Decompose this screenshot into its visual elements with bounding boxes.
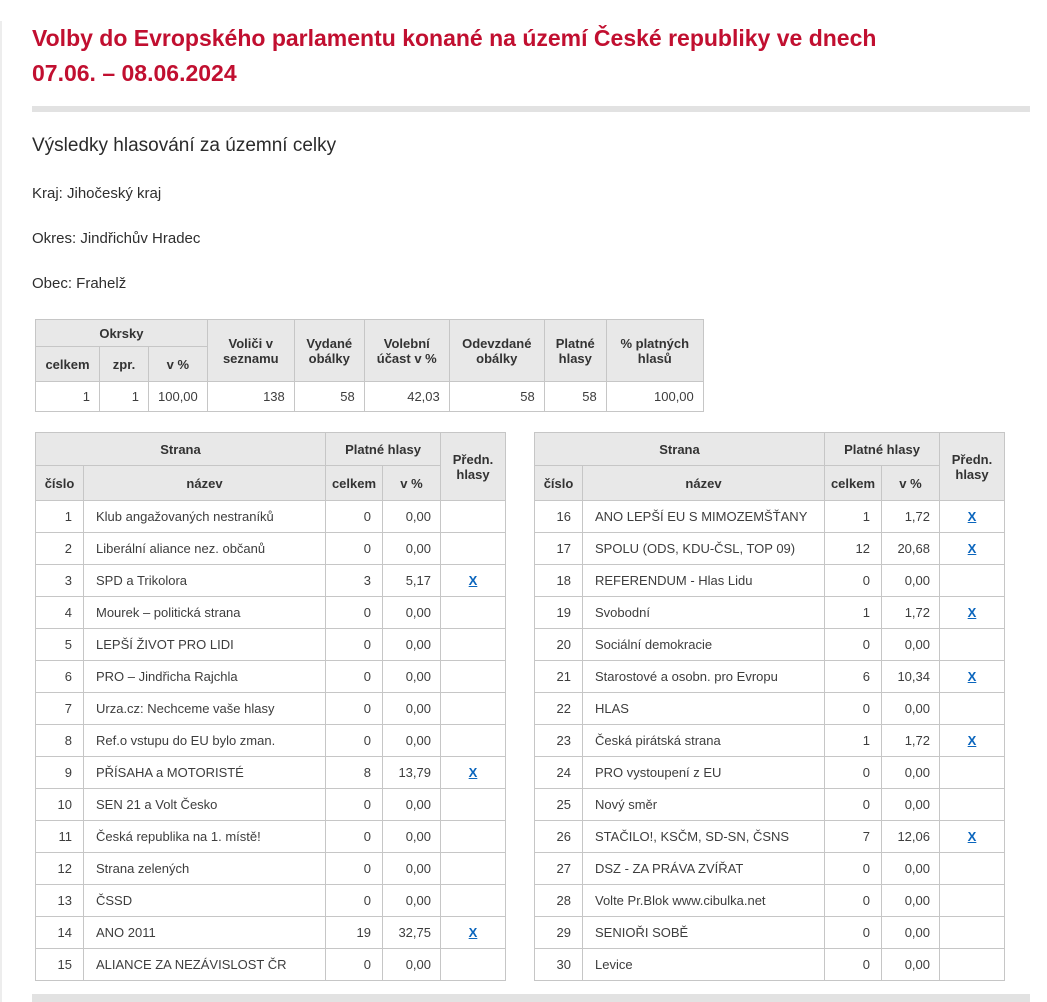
- party-number: 4: [36, 597, 84, 629]
- party-number: 21: [535, 661, 583, 693]
- value-okrsky-zpr: 1: [100, 382, 149, 412]
- table-row: [36, 821, 506, 853]
- party-name: SEN 21 a Volt Česko: [84, 789, 326, 821]
- pref-votes-cell: [940, 597, 1005, 629]
- party-number: 14: [36, 917, 84, 949]
- party-name: Svobodní: [583, 597, 825, 629]
- party-votes-total: 0: [326, 661, 383, 693]
- party-number: 17: [535, 533, 583, 565]
- party-name: Liberální aliance nez. občanů: [84, 533, 326, 565]
- party-number: 29: [535, 917, 583, 949]
- party-votes-total: 0: [326, 693, 383, 725]
- header-okrsky-celkem: celkem: [36, 347, 100, 382]
- party-votes-pct: 0,00: [882, 757, 940, 789]
- party-header-sub-row: [36, 466, 506, 501]
- header-volici-v-seznamu: Voliči v seznamu: [207, 320, 294, 382]
- party-name: Česká republika na 1. místě!: [84, 821, 326, 853]
- pref-votes-cell: [940, 853, 1005, 885]
- pref-votes-cell: [940, 885, 1005, 917]
- header-nazev: název: [583, 466, 825, 501]
- party-name: Levice: [583, 949, 825, 981]
- table-row: [36, 661, 506, 693]
- party-number: 12: [36, 853, 84, 885]
- party-name: PRO – Jindřicha Rajchla: [84, 661, 326, 693]
- header-v-pct: v %: [383, 466, 441, 501]
- pref-votes-cell: [940, 917, 1005, 949]
- value-odevzdane: 58: [449, 382, 544, 412]
- party-number: 6: [36, 661, 84, 693]
- header-celkem: celkem: [825, 466, 882, 501]
- pref-votes-link[interactable]: X: [468, 573, 478, 588]
- party-number: 1: [36, 501, 84, 533]
- table-row: [535, 629, 1005, 661]
- header-nazev: název: [84, 466, 326, 501]
- pref-votes-cell: [441, 917, 506, 949]
- divider-bottom: [32, 994, 1030, 1002]
- header-strana: Strana: [535, 433, 825, 466]
- party-number: 23: [535, 725, 583, 757]
- party-votes-total: 0: [825, 789, 882, 821]
- region-kraj: Kraj: Jihočeský kraj: [32, 185, 162, 202]
- table-row: [535, 597, 1005, 629]
- party-votes-total: 0: [326, 725, 383, 757]
- party-name: Nový směr: [583, 789, 825, 821]
- table-row: [535, 853, 1005, 885]
- pref-votes-cell: [441, 821, 506, 853]
- pref-votes-cell: [441, 501, 506, 533]
- party-votes-pct: 0,00: [882, 565, 940, 597]
- table-row: [535, 917, 1005, 949]
- table-row: [36, 725, 506, 757]
- party-votes-total: 1: [825, 725, 882, 757]
- party-table-left: [35, 432, 506, 981]
- pref-votes-link[interactable]: X: [967, 669, 977, 684]
- divider-top: [32, 106, 1030, 112]
- page-title-line1: Volby do Evropského parlamentu konané na území České republiky ve dnech: [32, 25, 877, 51]
- party-number: 27: [535, 853, 583, 885]
- party-name: ANO 2011: [84, 917, 326, 949]
- party-votes-pct: 0,00: [383, 693, 441, 725]
- party-name: Volte Pr.Blok www.cibulka.net: [583, 885, 825, 917]
- party-name: PRO vystoupení z EU: [583, 757, 825, 789]
- party-name: ANO LEPŠÍ EU S MIMOZEMŠŤANY: [583, 501, 825, 533]
- pref-votes-cell: [441, 885, 506, 917]
- table-row: [36, 629, 506, 661]
- party-votes-pct: 0,00: [383, 853, 441, 885]
- party-votes-total: 0: [825, 853, 882, 885]
- party-votes-pct: 0,00: [383, 725, 441, 757]
- pref-votes-cell: [940, 565, 1005, 597]
- party-votes-pct: 1,72: [882, 501, 940, 533]
- header-cislo: číslo: [535, 466, 583, 501]
- party-name: ALIANCE ZA NEZÁVISLOST ČR: [84, 949, 326, 981]
- party-votes-pct: 0,00: [383, 597, 441, 629]
- party-votes-total: 7: [825, 821, 882, 853]
- section-subtitle: Výsledky hlasování za územní celky: [32, 135, 337, 156]
- party-votes-total: 8: [326, 757, 383, 789]
- party-votes-total: 0: [825, 565, 882, 597]
- table-row: [36, 597, 506, 629]
- party-votes-total: 0: [825, 949, 882, 981]
- table-row: [36, 917, 506, 949]
- party-name: Sociální demokracie: [583, 629, 825, 661]
- party-votes-pct: 0,00: [882, 885, 940, 917]
- page: [0, 21, 1047, 1002]
- region-obec: Obec: Frahelž: [32, 275, 127, 292]
- party-votes-total: 19: [326, 917, 383, 949]
- party-number: 25: [535, 789, 583, 821]
- pref-votes-cell: [441, 565, 506, 597]
- summary-header-group-row: [36, 320, 704, 347]
- party-header-sub-row: [535, 466, 1005, 501]
- party-votes-pct: 0,00: [383, 501, 441, 533]
- party-number: 3: [36, 565, 84, 597]
- party-name: HLAS: [583, 693, 825, 725]
- pref-votes-link[interactable]: X: [967, 541, 977, 556]
- value-pct-platnych: 100,00: [606, 382, 703, 412]
- table-row: [535, 949, 1005, 981]
- table-row: [535, 501, 1005, 533]
- party-votes-pct: 0,00: [882, 693, 940, 725]
- party-number: 24: [535, 757, 583, 789]
- table-row: [36, 501, 506, 533]
- party-votes-total: 0: [326, 789, 383, 821]
- party-number: 20: [535, 629, 583, 661]
- party-votes-total: 1: [825, 501, 882, 533]
- party-votes-total: 6: [825, 661, 882, 693]
- pref-votes-cell: [940, 949, 1005, 981]
- party-number: 2: [36, 533, 84, 565]
- page-title-line2: 07.06. – 08.06.2024: [32, 60, 237, 86]
- party-number: 16: [535, 501, 583, 533]
- party-votes-total: 0: [326, 501, 383, 533]
- pref-votes-link[interactable]: X: [468, 925, 478, 940]
- pref-votes-cell: [940, 725, 1005, 757]
- table-row: [36, 853, 506, 885]
- party-votes-pct: 5,17: [383, 565, 441, 597]
- pref-votes-cell: [441, 597, 506, 629]
- header-odevzdane-obalky: Odevzdané obálky: [449, 320, 544, 382]
- party-number: 10: [36, 789, 84, 821]
- pref-votes-cell: [940, 693, 1005, 725]
- pref-votes-cell: [441, 661, 506, 693]
- pref-votes-cell: [441, 693, 506, 725]
- party-votes-pct: 1,72: [882, 597, 940, 629]
- header-platne-hlasy: Platné hlasy: [544, 320, 606, 382]
- party-number: 13: [36, 885, 84, 917]
- header-volebni-ucast: Volební účast v %: [364, 320, 449, 382]
- party-votes-pct: 0,00: [882, 629, 940, 661]
- party-header-group-row: [535, 433, 1005, 466]
- party-votes-pct: 0,00: [383, 949, 441, 981]
- party-votes-pct: 1,72: [882, 725, 940, 757]
- table-row: [535, 533, 1005, 565]
- table-row: [36, 885, 506, 917]
- summary-data-row: [36, 382, 704, 412]
- party-name: SPOLU (ODS, KDU-ČSL, TOP 09): [583, 533, 825, 565]
- party-table-right: [534, 432, 1005, 981]
- value-ucast: 42,03: [364, 382, 449, 412]
- party-name: LEPŠÍ ŽIVOT PRO LIDI: [84, 629, 326, 661]
- party-name: Klub angažovaných nestraníků: [84, 501, 326, 533]
- table-row: [535, 693, 1005, 725]
- table-row: [535, 661, 1005, 693]
- party-number: 7: [36, 693, 84, 725]
- party-votes-pct: 0,00: [383, 533, 441, 565]
- header-v-pct: v %: [882, 466, 940, 501]
- pref-votes-cell: [940, 821, 1005, 853]
- header-okrsky-v-pct: v %: [149, 347, 208, 382]
- party-votes-total: 0: [825, 693, 882, 725]
- pref-votes-cell: [441, 629, 506, 661]
- region-okres: Okres: Jindřichův Hradec: [32, 230, 201, 247]
- pref-votes-cell: [441, 725, 506, 757]
- party-name: REFERENDUM - Hlas Lidu: [583, 565, 825, 597]
- pref-votes-cell: [441, 949, 506, 981]
- header-platne-hlasy: Platné hlasy: [825, 433, 940, 466]
- summary-table: [35, 319, 704, 412]
- value-platne: 58: [544, 382, 606, 412]
- party-votes-total: 0: [326, 629, 383, 661]
- table-row: [535, 757, 1005, 789]
- header-pct-platnych-hlasu: % platných hlasů: [606, 320, 703, 382]
- party-number: 26: [535, 821, 583, 853]
- pref-votes-cell: [940, 757, 1005, 789]
- table-row: [36, 757, 506, 789]
- party-votes-total: 12: [825, 533, 882, 565]
- pref-votes-link[interactable]: X: [967, 733, 977, 748]
- header-cislo: číslo: [36, 466, 84, 501]
- page-title: [32, 21, 1007, 91]
- table-row: [36, 565, 506, 597]
- table-row: [535, 565, 1005, 597]
- table-row: [36, 533, 506, 565]
- header-predn-hlasy: Předn. hlasy: [441, 433, 506, 501]
- party-votes-pct: 32,75: [383, 917, 441, 949]
- party-number: 9: [36, 757, 84, 789]
- pref-votes-cell: [441, 533, 506, 565]
- party-votes-total: 0: [326, 533, 383, 565]
- party-name: Strana zelených: [84, 853, 326, 885]
- header-okrsky: Okrsky: [36, 320, 208, 347]
- pref-votes-cell: [940, 789, 1005, 821]
- header-platne-hlasy: Platné hlasy: [326, 433, 441, 466]
- pref-votes-link[interactable]: X: [967, 509, 977, 524]
- table-row: [36, 949, 506, 981]
- party-name: Ref.o vstupu do EU bylo zman.: [84, 725, 326, 757]
- party-name: DSZ - ZA PRÁVA ZVÍŘAT: [583, 853, 825, 885]
- party-number: 11: [36, 821, 84, 853]
- pref-votes-cell: [940, 501, 1005, 533]
- party-votes-pct: 0,00: [882, 949, 940, 981]
- party-votes-total: 0: [825, 885, 882, 917]
- pref-votes-cell: [940, 661, 1005, 693]
- header-vydane-obalky: Vydané obálky: [294, 320, 364, 382]
- party-name: Starostové a osobn. pro Evropu: [583, 661, 825, 693]
- party-number: 18: [535, 565, 583, 597]
- party-votes-total: 1: [825, 597, 882, 629]
- party-votes-total: 0: [326, 853, 383, 885]
- party-number: 19: [535, 597, 583, 629]
- party-votes-total: 0: [825, 757, 882, 789]
- party-votes-pct: 20,68: [882, 533, 940, 565]
- party-votes-pct: 0,00: [882, 917, 940, 949]
- party-votes-total: 0: [326, 821, 383, 853]
- header-predn-hlasy: Předn. hlasy: [940, 433, 1005, 501]
- pref-votes-cell: [441, 789, 506, 821]
- party-name: Česká pirátská strana: [583, 725, 825, 757]
- party-votes-pct: 0,00: [383, 821, 441, 853]
- header-strana: Strana: [36, 433, 326, 466]
- party-number: 30: [535, 949, 583, 981]
- pref-votes-cell: [441, 853, 506, 885]
- party-votes-pct: 0,00: [882, 853, 940, 885]
- table-row: [535, 789, 1005, 821]
- value-vydane: 58: [294, 382, 364, 412]
- party-name: STAČILO!, KSČM, SD-SN, ČSNS: [583, 821, 825, 853]
- party-number: 5: [36, 629, 84, 661]
- party-name: SENIOŘI SOBĚ: [583, 917, 825, 949]
- party-votes-pct: 13,79: [383, 757, 441, 789]
- header-okrsky-zpr: zpr.: [100, 347, 149, 382]
- pref-votes-link[interactable]: X: [967, 829, 977, 844]
- party-votes-total: 0: [825, 629, 882, 661]
- table-row: [535, 885, 1005, 917]
- party-number: 8: [36, 725, 84, 757]
- party-name: PŘÍSAHA a MOTORISTÉ: [84, 757, 326, 789]
- party-votes-pct: 0,00: [383, 661, 441, 693]
- party-votes-pct: 0,00: [383, 789, 441, 821]
- party-number: 22: [535, 693, 583, 725]
- pref-votes-cell: [940, 629, 1005, 661]
- party-name: Urza.cz: Nechceme vaše hlasy: [84, 693, 326, 725]
- party-number: 28: [535, 885, 583, 917]
- party-tables-container: [35, 432, 1047, 981]
- table-row: [535, 725, 1005, 757]
- party-name: SPD a Trikolora: [84, 565, 326, 597]
- pref-votes-cell: [940, 533, 1005, 565]
- party-votes-total: 0: [825, 917, 882, 949]
- party-name: Mourek – politická strana: [84, 597, 326, 629]
- party-votes-pct: 0,00: [383, 885, 441, 917]
- party-votes-pct: 0,00: [882, 789, 940, 821]
- value-volici: 138: [207, 382, 294, 412]
- table-row: [36, 693, 506, 725]
- pref-votes-link[interactable]: X: [468, 765, 478, 780]
- table-row: [36, 789, 506, 821]
- pref-votes-link[interactable]: X: [967, 605, 977, 620]
- pref-votes-cell: [441, 757, 506, 789]
- main-content: [2, 21, 1047, 1002]
- party-name: ČSSD: [84, 885, 326, 917]
- party-number: 15: [36, 949, 84, 981]
- party-votes-total: 0: [326, 597, 383, 629]
- party-votes-pct: 10,34: [882, 661, 940, 693]
- party-votes-pct: 12,06: [882, 821, 940, 853]
- party-votes-pct: 0,00: [383, 629, 441, 661]
- header-celkem: celkem: [326, 466, 383, 501]
- party-votes-total: 3: [326, 565, 383, 597]
- value-okrsky-celkem: 1: [36, 382, 100, 412]
- value-okrsky-pct: 100,00: [149, 382, 208, 412]
- table-row: [535, 821, 1005, 853]
- party-header-group-row: [36, 433, 506, 466]
- party-votes-total: 0: [326, 885, 383, 917]
- party-votes-total: 0: [326, 949, 383, 981]
